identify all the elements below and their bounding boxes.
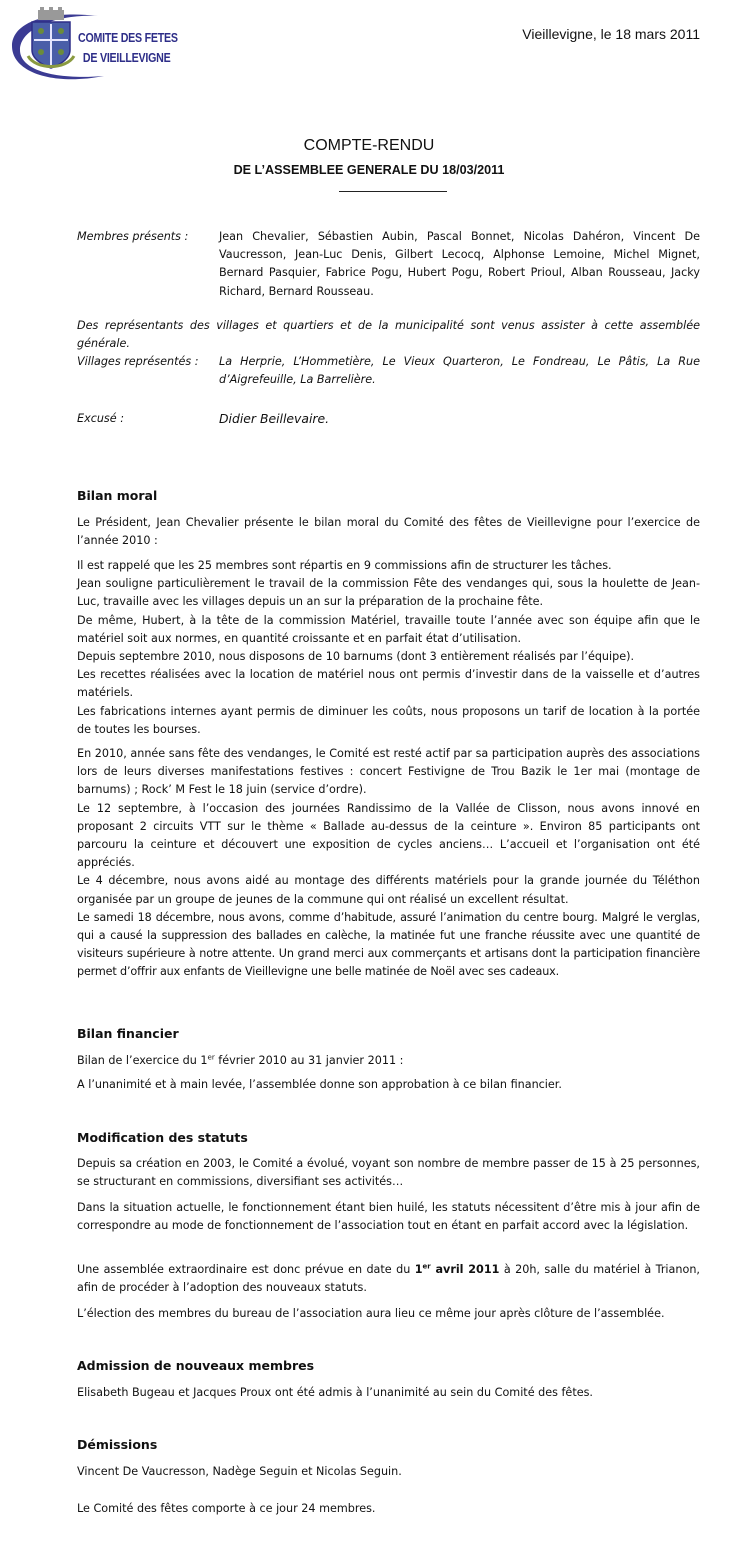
paragraph: Depuis septembre 2010, nous disposons de 10 barnums (dont 3 entièrement réalisés par l’équipe). — [77, 650, 635, 664]
period-text: Bilan de l’exercice du 1 — [77, 1054, 208, 1067]
statuts-paragraph-2: Dans la situation actuelle, le fonctionnement étant bien huilé, les statuts nécessitent d’être mis à jour afin de correspondre au mode de fonctionnement de l’association tout en étant en parfait accord avec la législation. — [77, 1201, 700, 1233]
section-heading-admission: Admission de nouveaux membres — [77, 1358, 315, 1373]
logo — [8, 6, 180, 84]
paragraph: Le 4 décembre, nous avons aidé au montage des différents matériels pour la grande journée du Téléthon organisée par un groupe de jeunes de la commune qui ont réalisé un excellent résultat. — [77, 874, 700, 906]
bilan-financier-period — [77, 1052, 700, 1070]
section-heading-demissions: Démissions — [77, 1437, 158, 1452]
villages-label: Villages représentés : — [77, 355, 199, 368]
bilan-moral-intro: Le Président, Jean Chevalier présente le bilan moral du Comité des fêtes de Vieillevigne pour l’exercice de l’année 2010 : — [77, 516, 700, 548]
period-text-end: février 2010 au 31 janvier 2011 : — [214, 1054, 404, 1067]
paragraph: Il est rappelé que les 25 membres sont répartis en 9 commissions afin de structurer les tâches. — [77, 559, 612, 572]
title-divider — [339, 191, 447, 192]
text: à 20h, salle du matériel à Trianon, afin de procéder à l’adoption des nouveaux statuts. — [77, 1263, 700, 1295]
bold-text: 1 — [414, 1263, 423, 1276]
villages-list: La Herprie, L’Hommetière, Le Vieux Quarteron, Le Fondreau, Le Pâtis, La Rue d’Aigrefeuille, La Barrelière. — [219, 355, 700, 387]
demissions-text: Vincent De Vaucresson, Nadège Seguin et Nicolas Seguin. — [77, 1465, 402, 1478]
logo-line-2: DE VIEILLEVIGNE — [82, 50, 171, 65]
paragraph: Jean souligne particulièrement le travail de la commission Fête des vendanges qui, sous la houlette de Jean-Luc, travaille avec les villages depuis un an sur la préparation de la prochaine fête. — [77, 577, 700, 609]
text: Une assemblée extraordinaire est donc prévue en date du — [77, 1263, 415, 1276]
paragraph: De même, Hubert, à la tête de la commission Matériel, travaille toute l’année avec son équipe afin que le matériel soit aux normes, en quantité croissante et en parfait état d’utilisation. — [77, 613, 700, 645]
document-title: COMPTE-RENDU — [303, 137, 435, 154]
members-label: Membres présents : — [77, 230, 189, 243]
section-heading-statuts: Modification des statuts — [77, 1130, 248, 1145]
statuts-paragraph-1: Depuis sa création en 2003, le Comité a évolué, voyant son nombre de membre passer de 15 à 25 personnes, se structurant en commissions, diversifiant ses activités… — [77, 1157, 700, 1189]
paragraph: Les fabrications internes ayant permis de diminuer les coûts, nous proposons un tarif de location à la portée de toutes les bourses. — [77, 704, 700, 736]
excused-name: Didier Beillevaire. — [219, 411, 330, 426]
admission-text: Elisabeth Bugeau et Jacques Proux ont été admis à l’unanimité au sein du Comité des fêtes. — [77, 1386, 593, 1399]
bilan-moral-text-1 — [77, 557, 700, 739]
statuts-paragraph-3 — [77, 1261, 700, 1297]
sup-text: er — [422, 1262, 431, 1271]
paragraph: Le samedi 18 décembre, nous avons, comme d’habitude, assuré l’animation du centre bourg. Malgré le verglas, qui a causé la suppression des ballades en calèche, la matinée fut une franche réussite avec une quantité de visiteurs supérieure à notre attente. Un grand merci aux commerçants et artisans dont la participation financière permet d’offrir aux enfants de Vieillevigne une belle matinée de Noël avec ses cadeaux. — [77, 910, 700, 979]
bilan-moral-text-2 — [77, 745, 700, 982]
bold-text: avril 2011 — [430, 1263, 500, 1276]
paragraph: En 2010, année sans fête des vendanges, le Comité est resté actif par sa participation auprès des associations lors de leurs diverses manifestations festives : concert Festivigne de Trou Bazik le 1er mai (montage de barnums) ; Rock’ M Fest le 18 juin (service d’ordre). — [77, 747, 700, 797]
members-list: Jean Chevalier, Sébastien Aubin, Pascal Bonnet, Nicolas Dahéron, Vincent De Vaucresson, Jean-Luc Denis, Gilbert Lecocq, Alphonse Lemoine, Michel Mignet, Bernard Pasquier, Fabrice Pogu, Hubert Pogu, Robert Prioul, Alban Rousseau, Jacky Richard, Bernard Rousseau. — [219, 230, 700, 298]
section-heading-bilan-financier: Bilan financier — [77, 1026, 179, 1041]
representatives-note: Des représentants des villages et quartiers et de la municipalité sont venus assister à cette assemblée générale. — [77, 319, 700, 351]
section-heading-bilan-moral: Bilan moral — [77, 488, 158, 503]
paragraph: Les recettes réalisées avec la location de matériel nous ont permis d’investir dans de la vaisselle et d’autres matériels. — [77, 668, 700, 700]
logo-line-1: COMITE DES FETES — [78, 30, 178, 45]
period-sup: er — [207, 1053, 215, 1062]
bilan-financier-approval: A l’unanimité et à main levée, l’assemblée donne son approbation à ce bilan financier. — [77, 1078, 562, 1091]
document-subtitle: DE L’ASSEMBLEE GENERALE DU 18/03/2011 — [233, 163, 505, 177]
statuts-paragraph-4: L’élection des membres du bureau de l’association aura lieu ce même jour après clôture de l’assemblée. — [77, 1307, 665, 1320]
document-date: Vieillevigne, le 18 mars 2011 — [522, 26, 700, 42]
paragraph: Le 12 septembre, à l’occasion des journées Randissimo de la Vallée de Clisson, nous avons innové en proposant 2 circuits VTT sur le thème « Ballade au-dessus de la ceinture ». Environ 85 participants ont parcouru la ceinture et découvert une exposition de cycles anciens… L’accueil et l’organisation ont été appréciés. — [77, 801, 700, 870]
excused-label: Excusé : — [77, 412, 124, 425]
member-count: Le Comité des fêtes comporte à ce jour 24 membres. — [77, 1502, 376, 1515]
